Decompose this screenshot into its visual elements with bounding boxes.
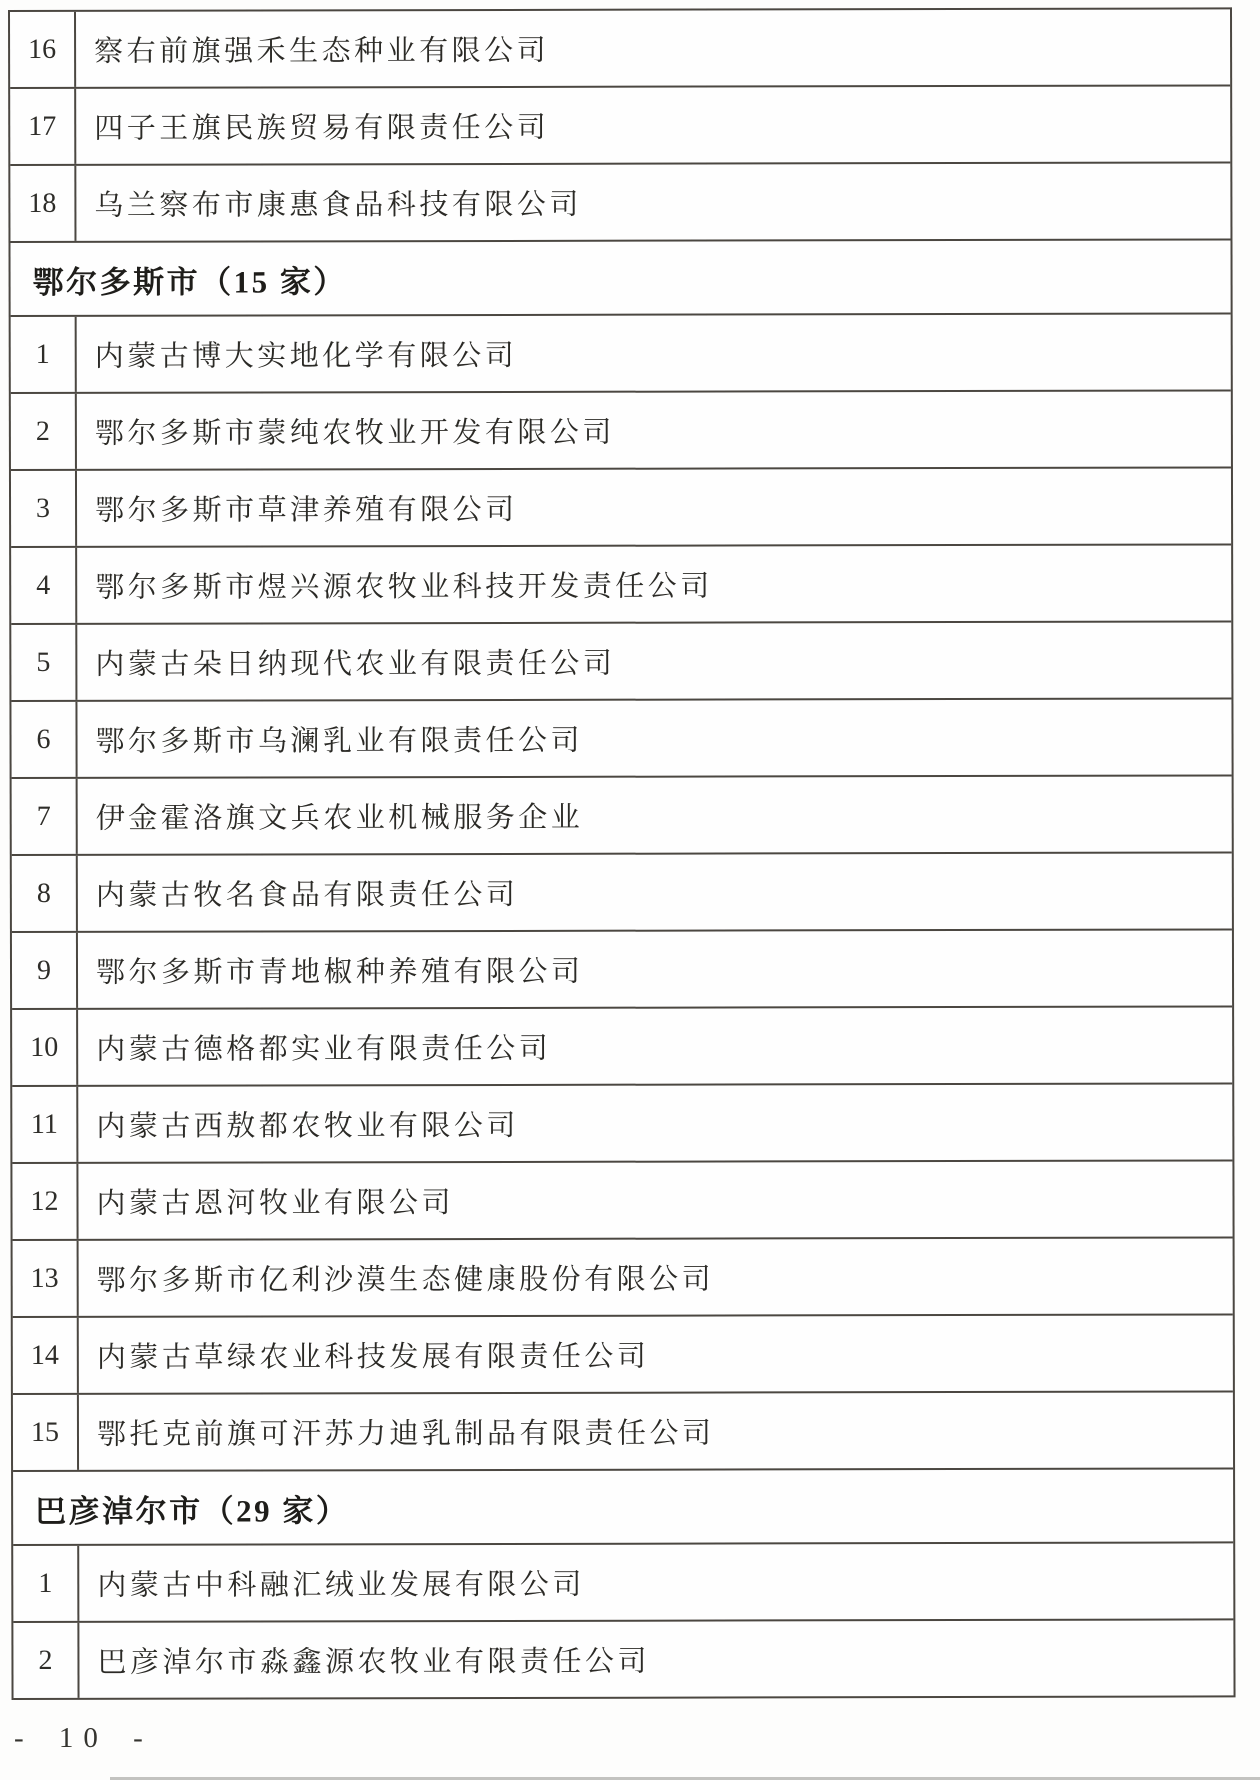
table-row xyxy=(12,1007,1232,1087)
row-number: 4 xyxy=(11,548,77,623)
table-row xyxy=(11,468,1231,548)
table-row xyxy=(11,391,1231,471)
section-header: 巴彦淖尔市（29 家） xyxy=(13,1469,1233,1546)
company-name: 乌兰察布市康惠食品科技有限公司 xyxy=(94,188,582,222)
row-number: 17 xyxy=(10,89,76,164)
company-name: 内蒙古中科融汇绒业发展有限公司 xyxy=(97,1568,585,1602)
company-name: 内蒙古牧名食品有限责任公司 xyxy=(95,878,519,912)
company-name: 内蒙古草绿农业科技发展有限责任公司 xyxy=(96,1340,650,1374)
company-name: 鄂尔多斯市煜兴源农牧业科技开发责任公司 xyxy=(95,570,713,604)
row-number: 8 xyxy=(12,856,78,931)
row-number: 5 xyxy=(11,625,77,700)
section-header: 鄂尔多斯市（15 家） xyxy=(10,240,1230,317)
row-number: 1 xyxy=(13,1546,79,1621)
company-name: 内蒙古博大实地化学有限公司 xyxy=(94,339,518,373)
table-row xyxy=(13,1392,1233,1472)
table-row xyxy=(10,86,1230,166)
page-number: - 10 - xyxy=(14,1722,153,1754)
row-number: 11 xyxy=(12,1087,78,1162)
table-row xyxy=(13,1543,1233,1623)
company-name: 鄂尔多斯市蒙纯农牧业开发有限公司 xyxy=(94,416,615,450)
row-number: 9 xyxy=(12,933,78,1008)
row-number: 12 xyxy=(12,1164,78,1239)
company-name: 察右前旗强禾生态种业有限公司 xyxy=(94,34,550,68)
row-number: 13 xyxy=(13,1241,79,1316)
row-number: 15 xyxy=(13,1395,79,1470)
row-number: 2 xyxy=(13,1623,79,1698)
table-row xyxy=(11,622,1231,702)
table-row xyxy=(13,1315,1233,1395)
company-name: 内蒙古朵日纳现代农业有限责任公司 xyxy=(95,647,616,681)
company-name: 内蒙古德格都实业有限责任公司 xyxy=(96,1032,552,1066)
company-name: 伊金霍洛旗文兵农业机械服务企业 xyxy=(95,801,584,835)
company-name: 四子王旗民族贸易有限责任公司 xyxy=(94,111,550,145)
company-name: 鄂托克前旗可汗苏力迪乳制品有限责任公司 xyxy=(96,1417,715,1451)
company-table xyxy=(8,7,1236,1700)
table-row xyxy=(12,1084,1232,1164)
table-row xyxy=(11,699,1231,779)
company-name: 内蒙古西敖都农牧业有限公司 xyxy=(96,1109,519,1143)
table-row xyxy=(12,853,1232,933)
table-row xyxy=(12,776,1232,856)
table-row xyxy=(13,1238,1233,1318)
table-row xyxy=(12,1161,1232,1241)
company-name: 鄂尔多斯市亿利沙漠生态健康股份有限公司 xyxy=(96,1263,715,1297)
company-name: 鄂尔多斯市青地椒种养殖有限公司 xyxy=(95,955,584,989)
row-number: 16 xyxy=(10,12,76,87)
table-row xyxy=(13,1620,1233,1700)
row-number: 18 xyxy=(10,166,76,241)
table-row xyxy=(11,314,1231,394)
row-number: 10 xyxy=(12,1010,78,1085)
row-number: 1 xyxy=(11,317,77,392)
company-name: 巴彦淖尔市淼鑫源农牧业有限责任公司 xyxy=(97,1645,651,1679)
row-number: 7 xyxy=(12,779,78,854)
table-row xyxy=(12,930,1232,1010)
table-row xyxy=(10,9,1230,89)
row-number: 2 xyxy=(11,394,77,469)
table-row xyxy=(10,163,1230,243)
company-name: 内蒙古恩河牧业有限公司 xyxy=(96,1187,455,1220)
row-number: 3 xyxy=(11,471,77,546)
company-name: 鄂尔多斯市草津养殖有限公司 xyxy=(95,493,518,527)
row-number: 14 xyxy=(13,1318,79,1393)
table-row xyxy=(11,545,1231,625)
row-number: 6 xyxy=(11,702,77,777)
company-name: 鄂尔多斯市乌澜乳业有限责任公司 xyxy=(95,724,584,758)
